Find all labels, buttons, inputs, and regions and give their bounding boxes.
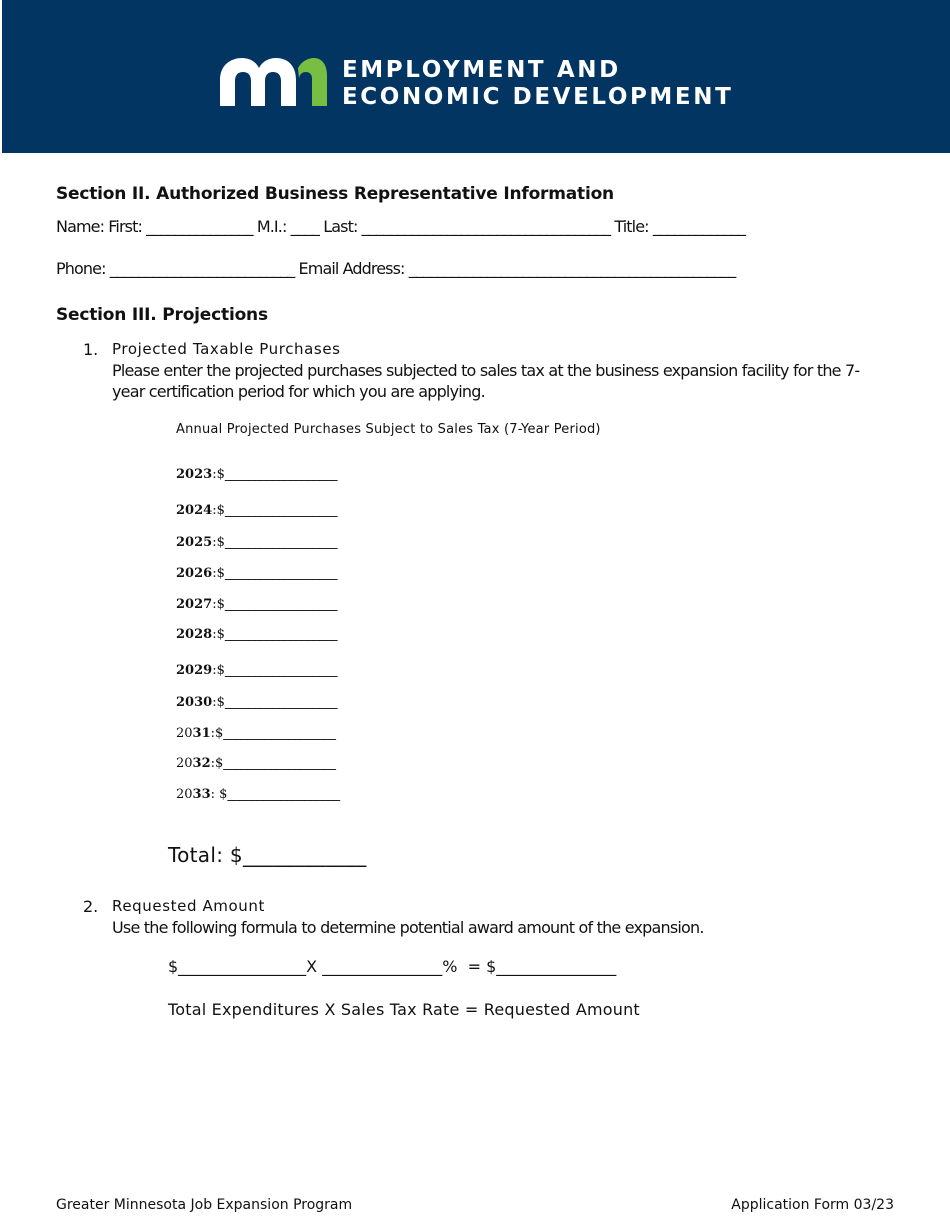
header-banner (2, 0, 950, 153)
total-line (168, 843, 367, 867)
year-amount-field[interactable]: ___________________ (224, 566, 337, 581)
year-label: 2030 (176, 695, 213, 710)
year-amount-field[interactable]: ___________________ (224, 467, 337, 482)
year-label: 2033 (176, 787, 211, 802)
year-label: 2025 (176, 535, 213, 550)
year-amount-field[interactable]: ___________________ (227, 787, 340, 802)
year-row-2033 (176, 787, 340, 802)
first-name-label: Name: First: (56, 217, 142, 236)
total-label: Total: $ (168, 843, 243, 867)
year-label: 2031 (176, 726, 211, 741)
year-label: 2024 (176, 503, 213, 518)
year-row-2025: 2025:$___________________ (176, 535, 337, 550)
item1-description (112, 360, 882, 402)
year-amount-field[interactable]: ___________________ (224, 695, 337, 710)
item2-title: Requested Amount (112, 897, 265, 915)
footer-form-version: Application Form 03/23 (731, 1197, 894, 1213)
year-label: 2023 (176, 467, 213, 482)
agency-name (342, 57, 733, 111)
item1-title: Projected Taxable Purchases (112, 340, 341, 358)
year-row-2024: 2024:$___________________ (176, 503, 337, 518)
year-row-2032 (176, 756, 335, 771)
year-amount-field[interactable]: ___________________ (224, 627, 337, 642)
title-label: Title: (614, 217, 649, 236)
phone-label: Phone: (56, 259, 106, 278)
email-field[interactable]: ______________________________________________ (408, 259, 736, 278)
year-amount-field[interactable]: ___________________ (224, 597, 337, 612)
item1-description-line2: year certification period for which you are applying. (112, 382, 485, 401)
first-name-field[interactable]: _______________ (146, 217, 253, 236)
year-row-2029: 2029:$___________________ (176, 663, 337, 678)
year-separator: :$ (210, 726, 224, 741)
total-field[interactable]: ____________ (242, 843, 367, 867)
year-amount-field[interactable]: ___________________ (224, 535, 337, 550)
footer-program-name: Greater Minnesota Job Expansion Program (56, 1197, 353, 1213)
year-label: 2027 (176, 597, 213, 612)
item2-description-line1: Use the following formula to determine potential award amount of the expansion. (112, 918, 704, 937)
name-line (56, 217, 745, 236)
last-name-label: Last: (323, 217, 358, 236)
year-amount-field[interactable]: ___________________ (223, 726, 336, 741)
year-amount-field[interactable]: ___________________ (223, 756, 336, 771)
email-label: Email Address: (298, 259, 405, 278)
middle-initial-field[interactable]: ____ (290, 217, 320, 236)
contact-line (56, 259, 735, 278)
phone-field[interactable]: __________________________ (109, 259, 295, 278)
year-row-2026: 2026:$___________________ (176, 566, 337, 581)
item1-description-line1: Please enter the projected purchases subjected to sales tax at the business expansion facility for the 7- (112, 361, 860, 380)
mn-logo-icon (216, 56, 328, 108)
year-row-2027: 2027:$___________________ (176, 597, 337, 612)
agency-name-line1: EMPLOYMENT AND (342, 57, 621, 83)
last-name-field[interactable]: ___________________________________ (361, 217, 611, 236)
item2-number: 2. (83, 897, 99, 916)
formula-caption: Total Expenditures X Sales Tax Rate = Requested Amount (168, 1000, 640, 1019)
year-row-2028: 2028:$___________________ (176, 627, 337, 642)
year-amount-field[interactable]: ___________________ (224, 503, 337, 518)
purchases-table-caption: Annual Projected Purchases Subject to Sales Tax (7-Year Period) (176, 422, 601, 437)
year-separator: : $ (210, 787, 228, 802)
year-row-2031 (176, 726, 335, 741)
year-label: 2032 (176, 756, 211, 771)
middle-initial-label: M.I.: (256, 217, 287, 236)
year-separator: :$ (210, 756, 224, 771)
item1-number: 1. (83, 340, 99, 359)
agency-name-line2: ECONOMIC DEVELOPMENT (342, 84, 734, 110)
section2-title: Section II. Authorized Business Representative Information (56, 184, 614, 204)
title-field[interactable]: _____________ (652, 217, 746, 236)
section3-title: Section III. Projections (56, 305, 268, 325)
formula-line[interactable]: $________________X _______________% = $_______________ (168, 957, 617, 976)
item2-description (112, 917, 882, 938)
year-label: 2028 (176, 627, 213, 642)
year-label: 2026 (176, 566, 213, 581)
year-row-2030: 2030:$___________________ (176, 695, 337, 710)
year-amount-field[interactable]: ___________________ (224, 663, 337, 678)
year-row-2023: 2023:$___________________ (176, 467, 337, 482)
year-label: 2029 (176, 663, 213, 678)
